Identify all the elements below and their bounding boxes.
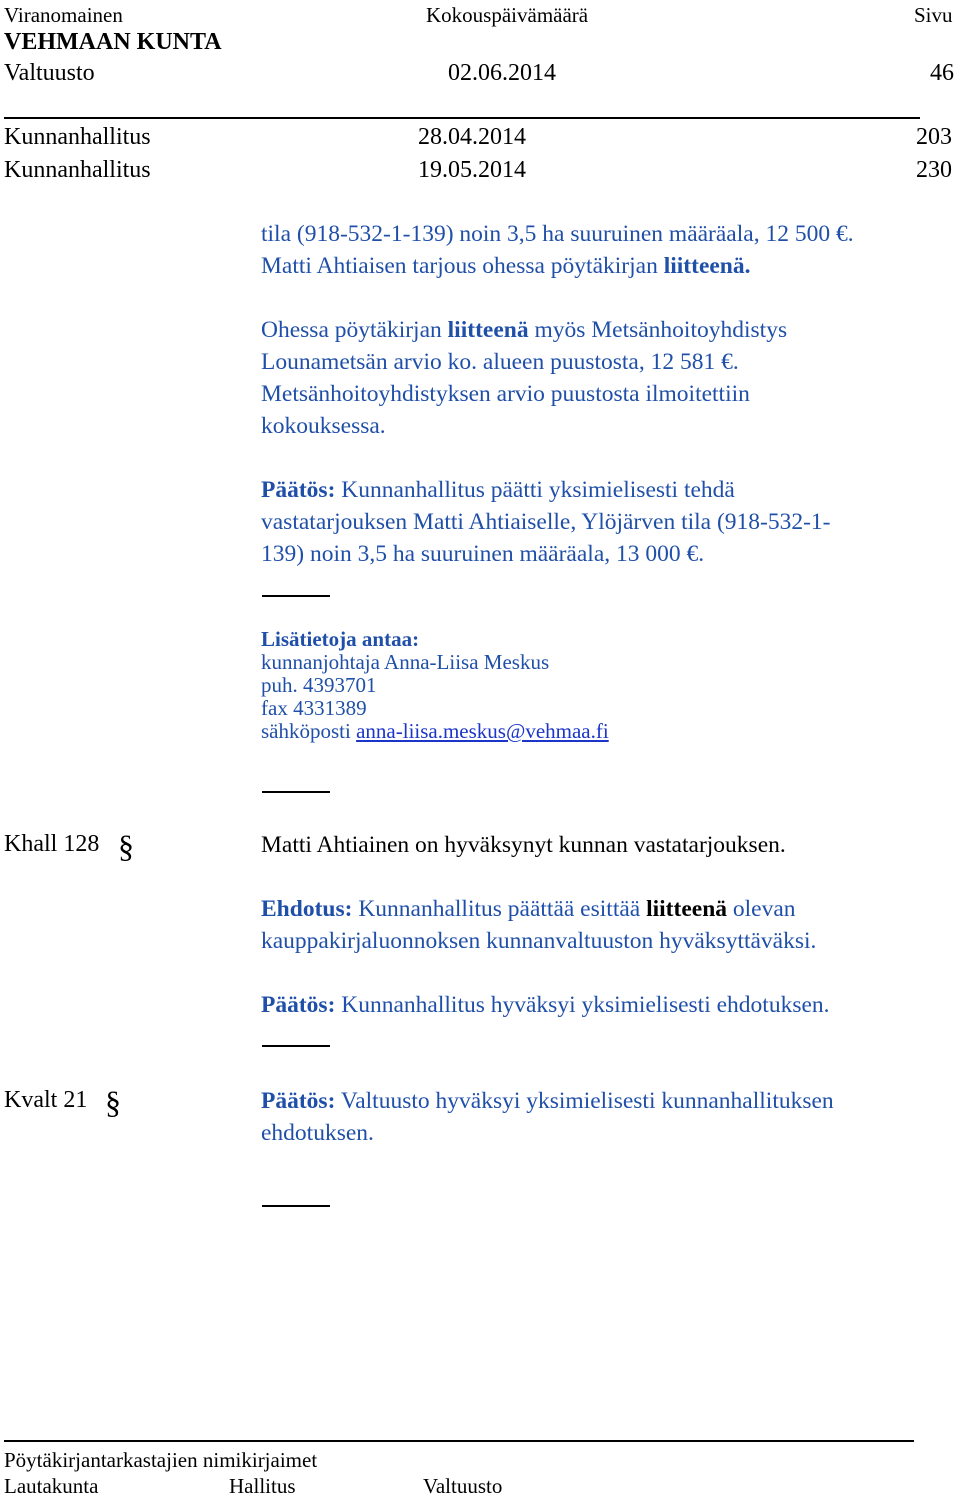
- section-separator: [262, 595, 330, 597]
- header-divider: [4, 117, 920, 119]
- decision-label: Päätös:: [261, 1088, 336, 1114]
- header-row-date: 28.04.2014: [418, 124, 526, 150]
- paragraph-line: kokouksessa.: [261, 413, 386, 439]
- decision-line: [261, 1085, 834, 1117]
- info-email-line: [261, 720, 609, 743]
- paragraph-line: [261, 250, 751, 282]
- paragraph-line: Metsänhoitoyhdistyksen arvio puustosta ilmoitettiin: [261, 381, 750, 407]
- organization-name: VEHMAAN KUNTA: [4, 29, 222, 55]
- proposal-line: [261, 893, 796, 925]
- kvalt-reference: Kvalt 21: [4, 1087, 88, 1113]
- section-separator: [262, 1205, 330, 1207]
- footer-col-lautakunta: Lautakunta: [4, 1474, 99, 1498]
- decision-line: 139) noin 3,5 ha suuruinen määräala, 13 000 €.: [261, 541, 705, 567]
- decision-line: ehdotuksen.: [261, 1120, 374, 1146]
- decision-label: Päätös:: [261, 992, 336, 1018]
- section-symbol: §: [118, 828, 134, 864]
- section-symbol: §: [105, 1084, 121, 1120]
- khall-reference: Khall 128: [4, 831, 100, 857]
- decision-line: [261, 989, 830, 1021]
- header-row-body: Kunnanhallitus: [4, 124, 151, 150]
- header-row-body: Kunnanhallitus: [4, 157, 151, 183]
- text-span: Valtuusto hyväksyi yksimielisesti kunnanhallituksen: [335, 1088, 834, 1114]
- paragraph-line: tila (918-532-1-139) noin 3,5 ha suuruinen määräala, 12 500 €.: [261, 221, 854, 247]
- text-span: Matti Ahtiaisen tarjous ohessa pöytäkirjan: [261, 253, 664, 279]
- text-span-bold: liitteenä.: [663, 253, 751, 279]
- text-span-bold: liitteenä: [646, 896, 728, 922]
- paragraph-line: [261, 314, 787, 346]
- email-link[interactable]: anna-liisa.meskus@vehmaa.fi: [356, 719, 609, 743]
- header-meeting-date-label: Kokouspäivämäärä: [426, 3, 589, 27]
- section-separator: [262, 1045, 330, 1047]
- text-span: myös Metsänhoitoyhdistys: [528, 317, 788, 343]
- paragraph-line: Lounametsän arvio ko. alueen puustosta, 12 581 €.: [261, 349, 739, 375]
- header-row-page: 46: [930, 60, 954, 86]
- text-span-bold: liitteenä: [447, 317, 529, 343]
- text-span: Kunnanhallitus päättää esittää: [352, 896, 647, 922]
- header-row-page: 203: [916, 124, 952, 150]
- decision-label: Päätös:: [261, 477, 336, 503]
- text-span: Kunnanhallitus hyväksyi yksimielisesti ehdotuksen.: [335, 992, 830, 1018]
- header-row-body: Valtuusto: [4, 60, 95, 86]
- text-span: Ohessa pöytäkirjan: [261, 317, 448, 343]
- header-row-date: 02.06.2014: [448, 60, 556, 86]
- header-authority-label: Viranomainen: [4, 3, 123, 27]
- header-row-page: 230: [916, 157, 952, 183]
- proposal-line: kauppakirjaluonnoksen kunnanvaltuuston hyväksyttäväksi.: [261, 928, 817, 954]
- decision-line: vastatarjouksen Matti Ahtiaiselle, Ylöjärven tila (918-532-1-: [261, 509, 831, 535]
- proposal-label: Ehdotus:: [261, 896, 353, 922]
- footer-divider: [4, 1440, 914, 1442]
- decision-line: [261, 474, 735, 506]
- info-name: kunnanjohtaja Anna-Liisa Meskus: [261, 650, 550, 674]
- header-page-label: Sivu: [914, 3, 953, 27]
- text-span: Kunnanhallitus päätti yksimielisesti tehdä: [335, 477, 735, 503]
- text-span: sähköposti: [261, 719, 357, 743]
- header-row-date: 19.05.2014: [418, 157, 526, 183]
- section-separator: [262, 791, 330, 793]
- info-phone: puh. 4393701: [261, 673, 377, 697]
- info-fax: fax 4331389: [261, 696, 367, 720]
- footer-col-hallitus: Hallitus: [229, 1474, 296, 1498]
- text-span: olevan: [727, 896, 796, 922]
- info-label: Lisätietoja antaa:: [261, 627, 420, 651]
- footer-title: Pöytäkirjantarkastajien nimikirjaimet: [4, 1448, 318, 1472]
- khall-text: Matti Ahtiainen on hyväksynyt kunnan vastatarjouksen.: [261, 832, 786, 858]
- footer-col-valtuusto: Valtuusto: [423, 1474, 503, 1498]
